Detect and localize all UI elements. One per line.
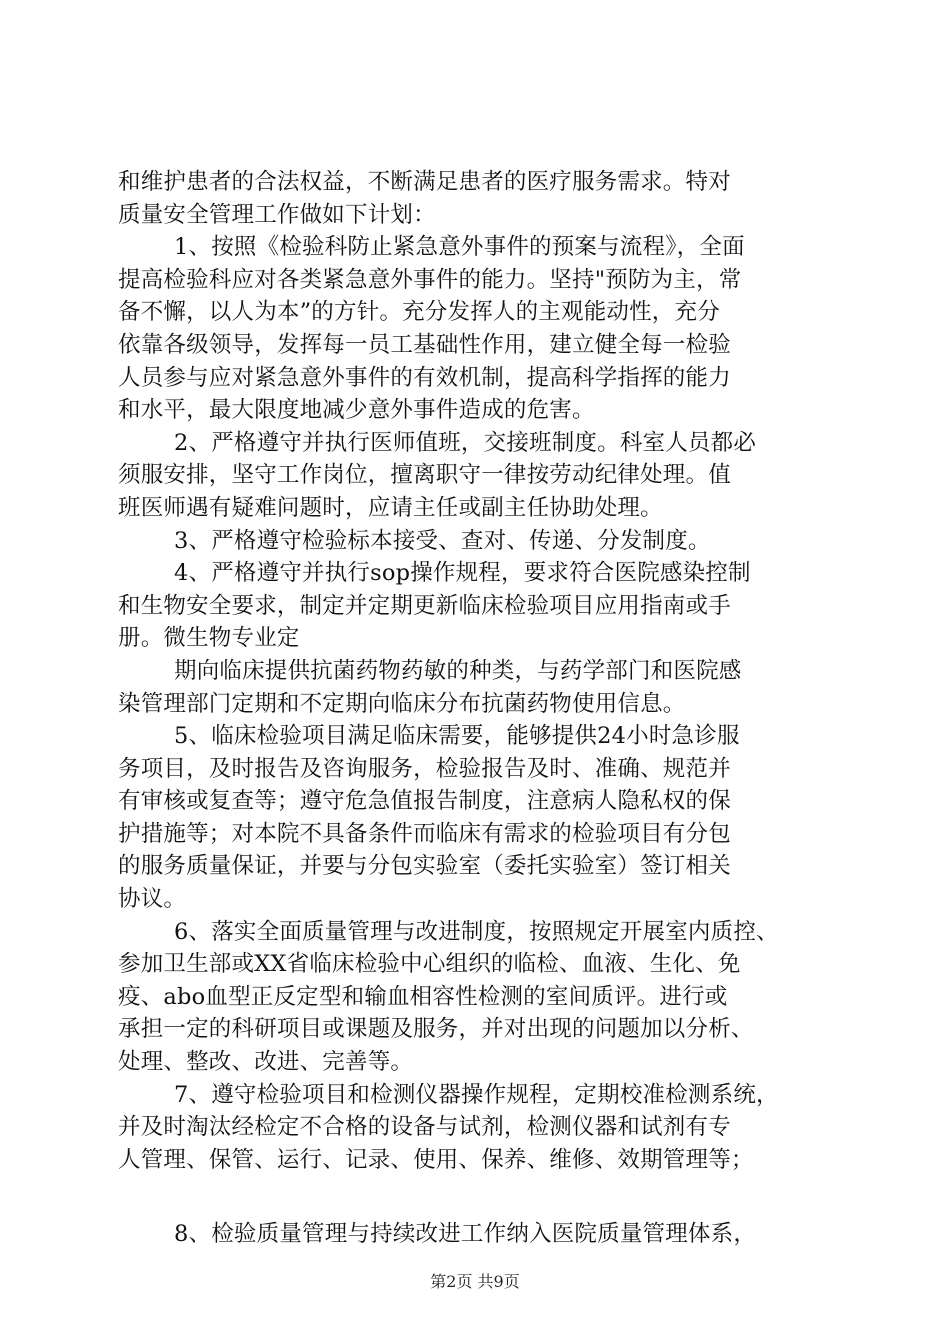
paragraph-gap [118,1176,842,1218]
text-line: 提高检验科应对各类紧急意外事件的能力。坚持"预防为主，常 [118,266,742,293]
text-line: 参加卫生部或XX省临床检验中心组织的临检、血液、生化、免 [118,951,741,978]
text-line: 处理、整改、改进、完善等。 [118,1049,414,1076]
text-line: 并及时淘汰经检定不合格的设备与试剂，检测仪器和试剂有专 [118,1114,731,1141]
text-line: 疫、abo血型正反定型和输血相容性检测的室间质评。进行或 [118,983,728,1010]
text-line: 备不懈，以人为本”的方针。充分发挥人的主观能动性，充分 [118,299,720,326]
text-line: 3、严格遵守检验标本接受、查对、传递、分发制度。 [174,527,711,554]
page-footer [0,1272,950,1292]
text-line: 协议。 [118,886,187,913]
text-line: 务项目，及时报告及咨询服务，检验报告及时、准确、规范并 [118,755,731,782]
text-line: 期向临床提供抗菌药物药敏的种类，与药学部门和医院感 [174,657,742,684]
text-line: 人管理、保管、运行、记录、使用、保养、维修、效期管理等； [118,1146,754,1173]
text-line: 2、严格遵守并执行医师值班，交接班制度。科室人员都必 [174,429,757,456]
text-line: 8、检验质量管理与持续改进工作纳入医院质量管理体系， [174,1221,757,1248]
page-number: 第2页 共9页 [430,1272,520,1291]
text-line: 6、落实全面质量管理与改进制度，按照规定开展室内质控、 [174,918,779,945]
text-line: 染管理部门定期和不定期向临床分布抗菌药物使用信息。 [118,690,686,717]
text-line: 和水平，最大限度地减少意外事件造成的危害。 [118,397,595,424]
text-line: 人员参与应对紧急意外事件的有效机制，提高科学指挥的能力 [118,364,731,391]
text-line: 册。微生物专业定 [118,625,300,652]
text-line: 须服安排，坚守工作岗位，擅离职守一律按劳动纪律处理。值 [118,462,731,489]
document-body [118,166,842,1251]
text-line: 和维护患者的合法权益，不断满足患者的医疗服务需求。特对 [118,169,731,195]
text-line: 4、严格遵守并执行sop操作规程，要求符合医院感染控制 [174,560,751,587]
text-line: 护措施等；对本院不具备条件而临床有需求的检验项目有分包 [118,820,731,847]
text-line: 班医师遇有疑难问题时，应请主任或副主任协助处理。 [118,494,663,521]
text-line: 1、按照《检验科防止紧急意外事件的预案与流程》，全面 [174,234,745,261]
text-line: 承担一定的科研项目或课题及服务，并对出现的问题加以分析、 [118,1016,754,1043]
text-line: 7、遵守检验项目和检测仪器操作规程，定期校准检测系统， [174,1081,779,1108]
text-line: 和生物安全要求，制定并定期更新临床检验项目应用指南或手 [118,592,731,619]
text-line: 的服务质量保证，并要与分包实验室（委托实验室）签订相关 [118,853,731,880]
text-line: 5、临床检验项目满足临床需要，能够提供24小时急诊服 [174,723,740,750]
text-line: 质量安全管理工作做如下计划： [118,201,436,228]
text-line: 有审核或复查等；遵守危急值报告制度，注意病人隐私权的保 [118,788,731,815]
text-line: 依靠各级领导，发挥每一员工基础性作用，建立健全每一检验 [118,331,731,358]
